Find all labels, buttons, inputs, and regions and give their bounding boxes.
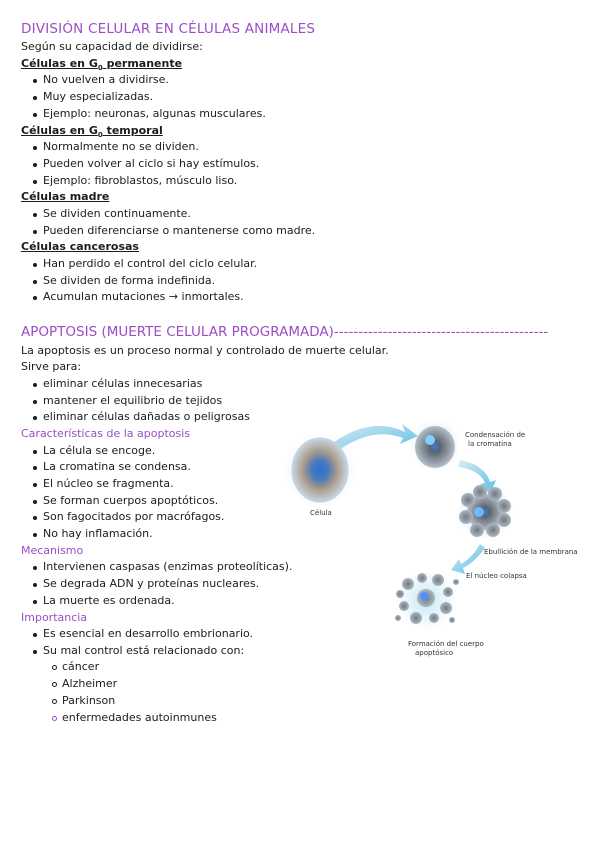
heading-cancer-cells: Células cancerosas — [21, 240, 139, 253]
list-item: Se dividen de forma indefinida. — [43, 274, 216, 287]
list-item: Son fagocitados por macrófagos. — [43, 510, 225, 523]
label-condensation-2: la cromatina — [468, 440, 512, 448]
label-nucleus: El núcleo colapsa — [466, 572, 527, 580]
list-item: Se degrada ADN y proteínas nucleares. — [43, 577, 260, 590]
list-item: Intervienen caspasas (enzimas proteolíticas). — [43, 560, 293, 573]
disease-item: enfermedades autoinmunes — [62, 711, 217, 724]
list-item: Se forman cuerpos apoptóticos. — [43, 494, 219, 507]
heading-stem-cells: Células madre — [21, 190, 110, 203]
list-item: eliminar células innecesarias — [43, 377, 203, 390]
list-item: Acumulan mutaciones → inmortales. — [43, 290, 244, 303]
cell-illustration — [292, 438, 348, 502]
arrow-3 — [451, 544, 485, 574]
heading-g0-temporal: Células en $G_0$ temporal — [21, 124, 163, 140]
disease-item: Alzheimer — [62, 677, 118, 690]
condensation-illustration — [415, 426, 455, 468]
list-item: Normalmente no se dividen. — [43, 140, 199, 153]
mechanism-label: Mecanismo — [21, 544, 84, 557]
apoptosis-diagram — [280, 420, 590, 670]
list-item: Han perdido el control del ciclo celular. — [43, 257, 258, 270]
list-item: Es esencial en desarrollo embrionario. — [43, 627, 254, 640]
list-item: La cromatina se condensa. — [43, 460, 191, 473]
label-bodies-2: apoptósico — [415, 649, 454, 657]
page-title: DIVISIÓN CELULAR EN CÉLULAS ANIMALES — [21, 21, 316, 37]
intro-text: Según su capacidad de dividirse: — [21, 40, 203, 53]
serves-label: Sirve para: — [21, 360, 82, 373]
apoptosis-title: APOPTOSIS (MUERTE CELULAR PROGRAMADA)-------------------------------------------- — [21, 324, 549, 340]
label-condensation: Condensación de — [465, 431, 526, 439]
list-item: Su mal control está relacionado con: — [43, 644, 245, 657]
list-item: Ejemplo: fibroblastos, músculo liso. — [43, 174, 238, 187]
blebbing-illustration — [457, 484, 513, 540]
characteristics-label: Características de la apoptosis — [21, 427, 191, 440]
apoptotic-bodies-illustration — [395, 570, 459, 630]
list-item: La célula se encoge. — [43, 444, 156, 457]
list-item: El núcleo se fragmenta. — [43, 477, 174, 490]
list-item: mantener el equilibrio de tejidos — [43, 394, 223, 407]
label-blebbing: Ebullición de la membrana — [484, 548, 578, 556]
importance-label: Importancia — [21, 611, 88, 624]
disease-item: Parkinson — [62, 694, 116, 707]
list-item: Se dividen continuamente. — [43, 207, 191, 220]
list-item: eliminar células dañadas o peligrosas — [43, 410, 250, 423]
list-item: Ejemplo: neuronas, algunas musculares. — [43, 107, 266, 120]
list-item: No vuelven a dividirse. — [43, 73, 169, 86]
list-item: La muerte es ordenada. — [43, 594, 175, 607]
label-bodies: Formación del cuerpo — [408, 640, 484, 648]
list-item: Pueden volver al ciclo si hay estímulos. — [43, 157, 260, 170]
label-cell: Célula — [310, 509, 332, 517]
list-item: Pueden diferenciarse o mantenerse como madre. — [43, 224, 316, 237]
list-item: No hay inflamación. — [43, 527, 153, 540]
heading-g0-permanent: Células en $G_0$ permanente — [21, 57, 183, 73]
disease-item: cáncer — [62, 660, 100, 673]
list-item: Muy especializadas. — [43, 90, 154, 103]
apoptosis-intro: La apoptosis es un proceso normal y controlado de muerte celular. — [21, 344, 389, 357]
